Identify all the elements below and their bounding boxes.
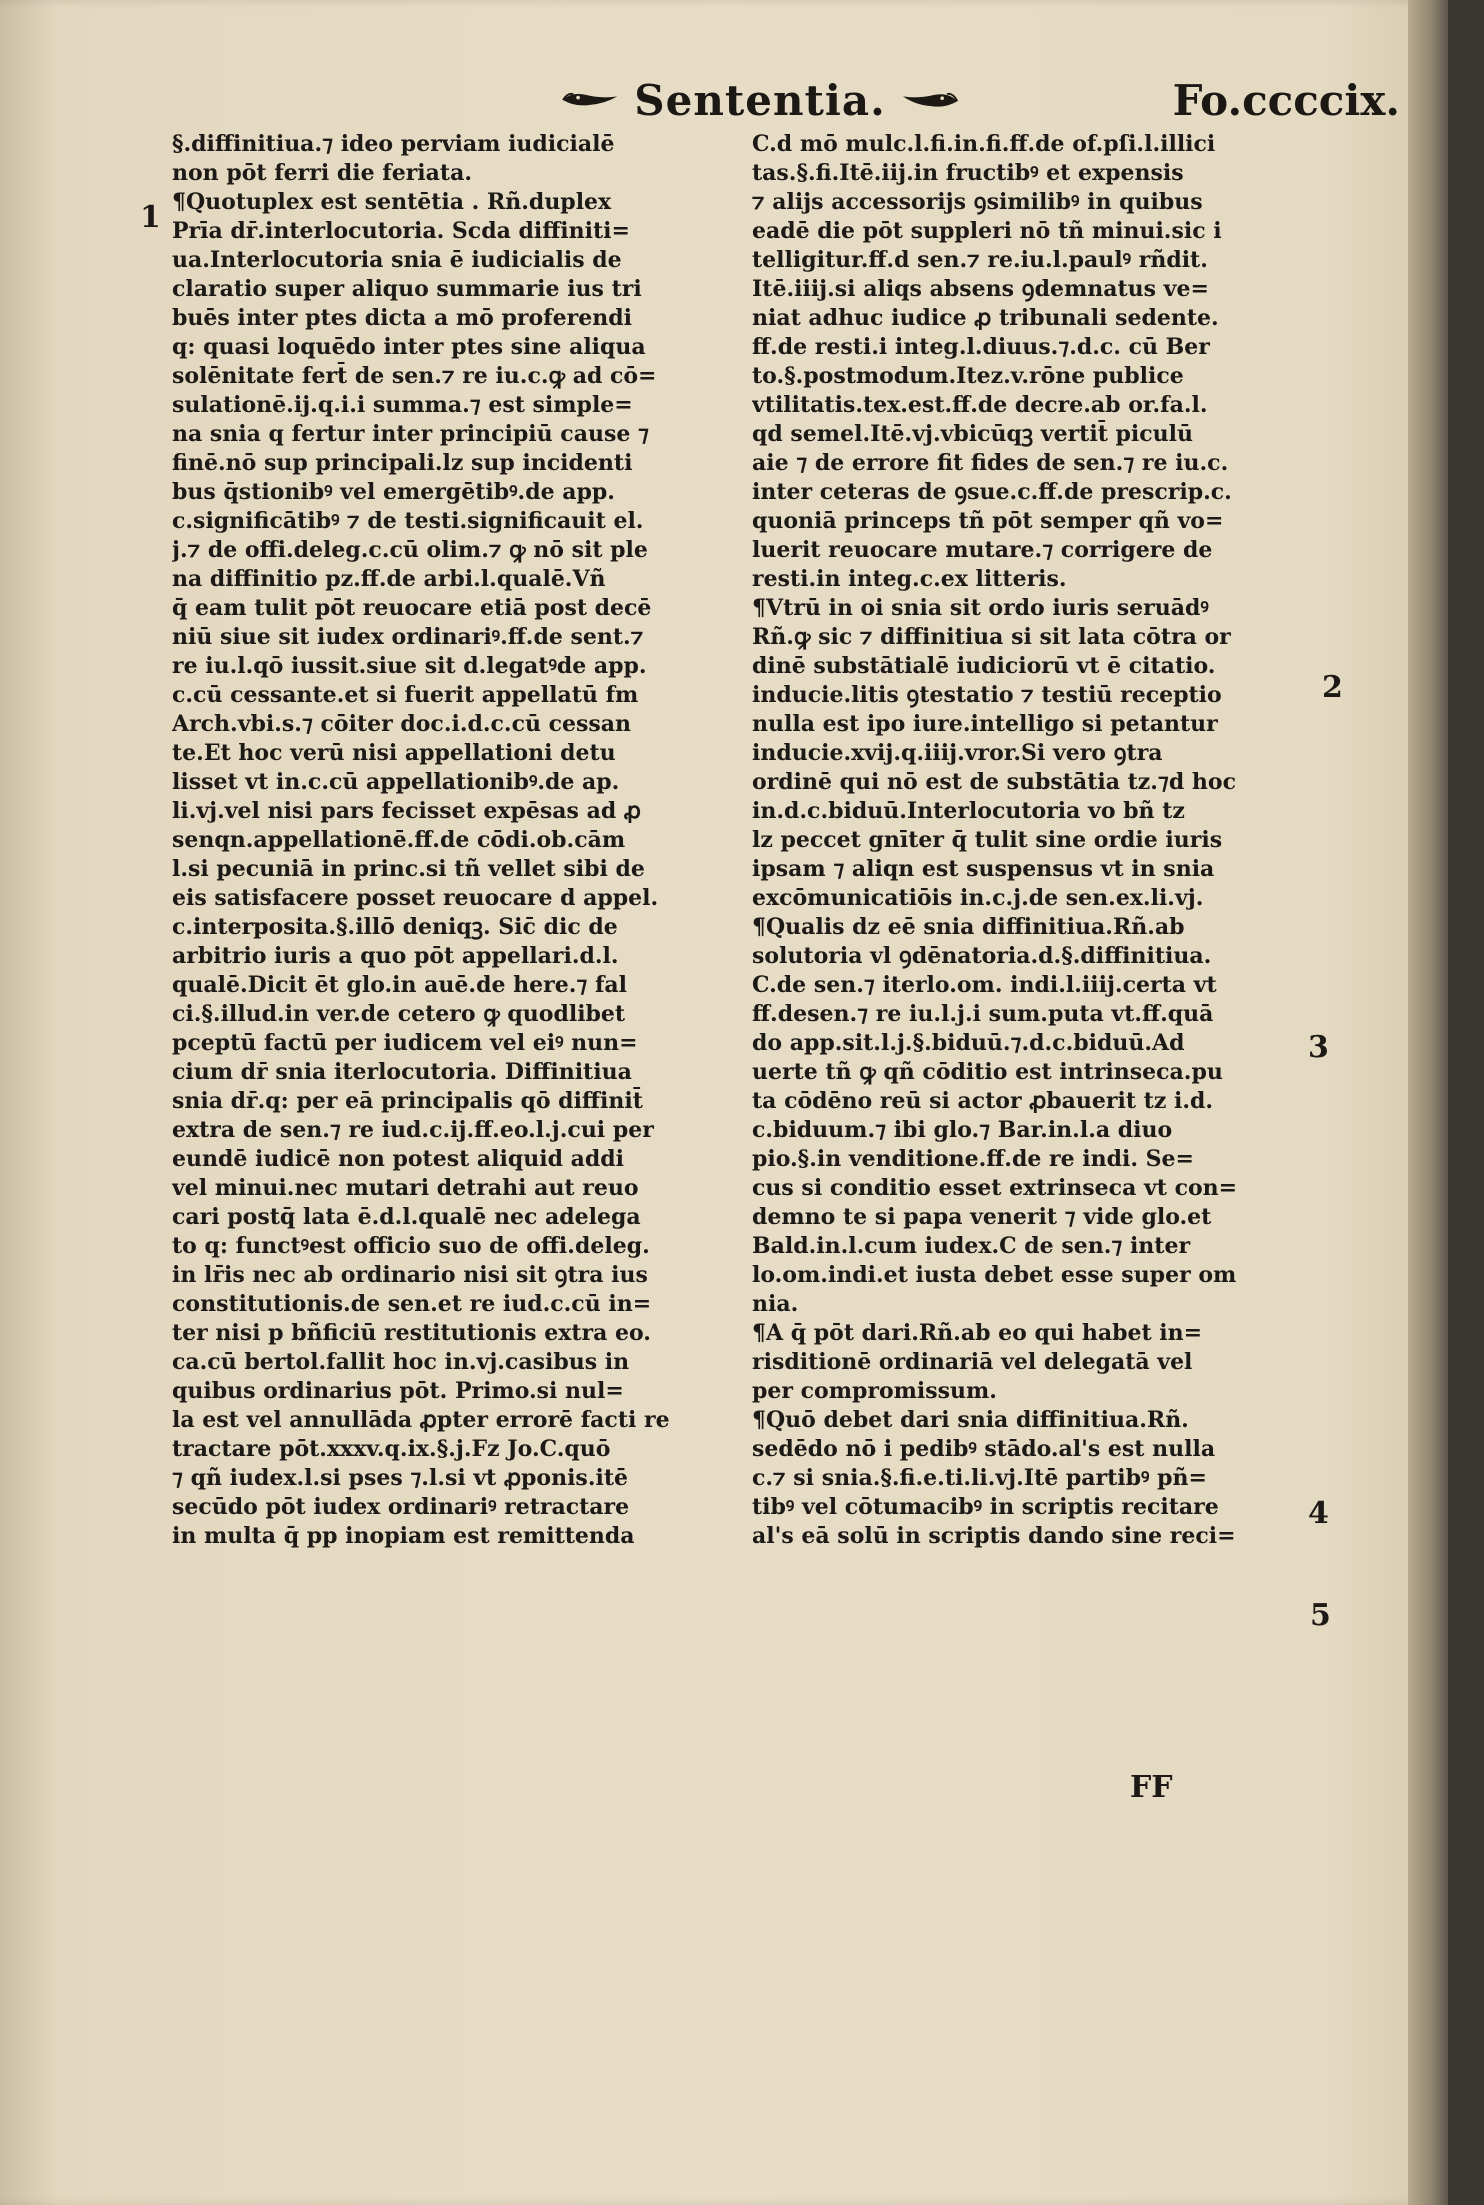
text-line: excōmunicatiōis in.c.j.de sen.ex.li.vj. — [752, 885, 1204, 911]
text-line: qualē.Dicit ēt glo.in auē.de here.⁊ fal — [172, 972, 628, 998]
text-line: j.⁊ de offi.deleg.c.cū olim.⁊ ꝙ nō sit ple — [172, 537, 648, 563]
text-line: vtilitatis.tex.est.ff.de decre.ab or.fa.l. — [752, 392, 1208, 418]
text-line: q: quasi loquēdo inter ptes sine aliqua — [172, 334, 646, 360]
text-line: al's eā solū in scriptis dando sine reci= — [752, 1523, 1236, 1549]
text-line: ¶Qualis dz eē snia diffinitiua.Rñ.ab — [752, 914, 1185, 940]
text-line: do app.sit.l.j.§.biduū.⁊.d.c.biduū.Ad — [752, 1030, 1185, 1056]
text-line: nia. — [752, 1291, 799, 1317]
text-line: cari postq̄ lata ē.d.l.qualē nec adelega — [172, 1204, 641, 1230]
text-line: snia dr̄.q: per eā principalis qō diffinit̄ — [172, 1088, 643, 1114]
margin-number-5: 5 — [1310, 1598, 1331, 1633]
text-line: eundē iudicē non potest aliquid addi — [172, 1146, 625, 1172]
text-line: c.interposita.§.illō deniqꝫ. Sic̄ dic de — [172, 914, 618, 940]
text-line: telligitur.ff.d sen.⁊ re.iu.l.paulꝰ rñdit. — [752, 247, 1208, 273]
text-line: §.diffinitiua.⁊ ideo perviam iudicialē — [172, 131, 615, 157]
text-line: tibꝰ vel cōtumacibꝰ in scriptis recitare — [752, 1494, 1219, 1520]
text-line: non pōt ferri die feriata. — [172, 160, 472, 186]
text-line: to.§.postmodum.Itez.v.rōne publice — [752, 363, 1184, 389]
text-line: luerit reuocare mutare.⁊ corrigere de — [752, 537, 1213, 563]
page-edge — [1408, 0, 1448, 2205]
text-line: secūdo pōt iudex ordinariꝰ retractare — [172, 1494, 630, 1520]
text-line: buēs inter ptes dicta a mō proferendi — [172, 305, 632, 331]
text-line: resti.in integ.c.ex litteris. — [752, 566, 1067, 592]
text-line: Bald.in.l.cum iudex.C de sen.⁊ inter — [752, 1233, 1191, 1259]
text-line: Arch.vbi.s.⁊ cōiter doc.i.d.c.cū cessan — [172, 711, 632, 737]
text-line: C.de sen.⁊ iterlo.om. indi.l.iiij.certa vt — [752, 972, 1217, 998]
text-line: constitutionis.de sen.et re iud.c.cū in= — [172, 1291, 652, 1317]
text-line: senqn.appellationē.ff.de cōdi.ob.cām — [172, 827, 626, 853]
fish-ornament-left-icon — [560, 80, 620, 120]
running-title-text: Sententia. — [634, 75, 886, 125]
text-line: cus si conditio esset extrinseca vt con= — [752, 1175, 1238, 1201]
text-line: inter ceteras de ꝯsue.c.ff.de prescrip.c. — [752, 479, 1232, 505]
signature-mark: FF — [1130, 1770, 1173, 1805]
text-line: claratio super aliquo summarie ius tri — [172, 276, 642, 302]
text-line: sulationē.ij.q.i.i summa.⁊ est simple= — [172, 392, 633, 418]
text-line: c.biduum.⁊ ibi glo.⁊ Bar.in.l.a diuo — [752, 1117, 1173, 1143]
text-line: lo.om.indi.et iusta debet esse super om — [752, 1262, 1237, 1288]
text-line: sedēdo nō i pedibꝰ stādo.al's est nulla — [752, 1436, 1216, 1462]
text-line: ta cōdēno reū si actor ꝓbauerit tz i.d. — [752, 1088, 1214, 1114]
text-line: li.vj.vel nisi pars fecisset expēsas ad ꝓ — [172, 798, 641, 824]
text-line: ¶Vtrū in oi snia sit ordo iuris seruādꝰ — [752, 595, 1209, 621]
text-line: ff.de resti.i integ.l.diuus.⁊.d.c. cū Ber — [752, 334, 1210, 360]
text-line: solutoria vl ꝯdēnatoria.d.§.diffinitiua. — [752, 943, 1212, 969]
text-line: ⁊ alijs accessorijs ꝯsimilibꝰ in quibus — [752, 189, 1203, 215]
text-line: lz peccet gnīter q̄ tulit sine ordie iuris — [752, 827, 1223, 853]
text-line: dinē substātialē iudiciorū vt ē citatio. — [752, 653, 1216, 679]
text-line: niat adhuc iudice ꝓ tribunali sedente. — [752, 305, 1219, 331]
text-line: c.cū cessante.et si fuerit appellatū fm — [172, 682, 639, 708]
text-line: la est vel annullāda ꝓpter errorē facti re — [172, 1407, 670, 1433]
text-line: per compromissum. — [752, 1378, 997, 1404]
text-line: aie ⁊ de errore fit fides de sen.⁊ re iu.c. — [752, 450, 1229, 476]
text-line: vel minui.nec mutari detrahi aut reuo — [172, 1175, 639, 1201]
text-line: qd semel.Itē.vj.vbicūqꝫ vertit̄ piculū — [752, 421, 1194, 447]
text-line: cium dr̄ snia iterlocutoria. Diffinitiua — [172, 1059, 632, 1085]
text-line: bus q̄stionibꝰ vel emergētibꝰ.de app. — [172, 479, 615, 505]
margin-number-2: 2 — [1322, 670, 1343, 705]
margin-number-1: 1 — [140, 200, 161, 235]
text-line: ua.Interlocutoria snia ē iudicialis de — [172, 247, 622, 273]
text-line: niū siue sit iudex ordinariꝰ.ff.de sent.⁊ — [172, 624, 644, 650]
left-text-column — [172, 130, 732, 1551]
text-line: na diffinitio pz.ff.de arbi.l.qualē.Vñ — [172, 566, 606, 592]
folio-number: Fo.ccccix. — [1172, 76, 1400, 125]
text-line: ¶Quotuplex est sentētia . Rñ.duplex — [172, 189, 612, 215]
text-line: te.Et hoc verū nisi appellationi detu — [172, 740, 616, 766]
text-line: c.⁊ si snia.§.fi.e.ti.li.vj.Itē partibꝰ pñ= — [752, 1465, 1207, 1491]
margin-number-4: 4 — [1308, 1496, 1329, 1531]
text-line: q̄ eam tulit pōt reuocare etiā post decē — [172, 595, 652, 621]
text-line: quibus ordinarius pōt. Primo.si nul= — [172, 1378, 624, 1404]
margin-number-3: 3 — [1308, 1030, 1329, 1065]
text-line: in.d.c.biduū.Interlocutoria vo bñ tz — [752, 798, 1185, 824]
text-line: eadē die pōt suppleri nō tñ minui.sic i — [752, 218, 1222, 244]
text-line: finē.nō sup principali.lz sup incidenti — [172, 450, 633, 476]
text-line: uerte tñ ꝙ qñ cōditio est intrinseca.pu — [752, 1059, 1223, 1085]
text-line: quoniā princeps tñ pōt semper qñ vo= — [752, 508, 1224, 534]
text-line: eis satisfacere posset reuocare d appel. — [172, 885, 659, 911]
text-line: in multa q̄ pp inopiam est remittenda — [172, 1523, 635, 1549]
text-line: nulla est ipo iure.intelligo si petantur — [752, 711, 1218, 737]
fish-ornament-right-icon — [900, 80, 960, 120]
text-line: to q: functꝰest officio suo de offi.deleg. — [172, 1233, 650, 1259]
text-line: ¶Quō debet dari snia diffinitiua.Rñ. — [752, 1407, 1189, 1433]
text-line: tractare pōt.xxxv.q.ix.§.j.Fz Jo.C.quō — [172, 1436, 611, 1462]
text-line: lisset vt in.c.cū appellationibꝰ.de ap. — [172, 769, 620, 795]
text-line: inducie.xvij.q.iiij.vror.Si vero ꝯtra — [752, 740, 1163, 766]
text-line: ipsam ⁊ aliqn est suspensus vt in snia — [752, 856, 1215, 882]
text-line: ¶A q̄ pōt dari.Rñ.ab eo qui habet in= — [752, 1320, 1203, 1346]
text-line: demno te si papa venerit ⁊ vide glo.et — [752, 1204, 1212, 1230]
text-line: re iu.l.qō iussit.siue sit d.legatꝰde app. — [172, 653, 647, 679]
right-text-column — [752, 130, 1312, 1551]
text-line: l.si pecuniā in princ.si tñ vellet sibi de — [172, 856, 645, 882]
running-title — [560, 70, 960, 130]
text-line: inducie.litis ꝯtestatio ⁊ testiū receptio — [752, 682, 1222, 708]
text-line: ordinē qui nō est de substātia tz.⁊d hoc — [752, 769, 1236, 795]
text-line: tas.§.fi.Itē.iij.in fructibꝰ et expensis — [752, 160, 1184, 186]
text-line: ⁊ qñ iudex.l.si pses ⁊.l.si vt ꝓponis.itē — [172, 1465, 628, 1491]
text-line: pio.§.in venditione.ff.de re indi. Se= — [752, 1146, 1194, 1172]
text-line: arbitrio iuris a quo pōt appellari.d.l. — [172, 943, 619, 969]
text-line: ci.§.illud.in ver.de cetero ꝙ quodlibet — [172, 1001, 626, 1027]
text-line: na snia q fertur inter principiū cause ⁊ — [172, 421, 649, 447]
text-line: ter nisi p bñficiū restitutionis extra eo. — [172, 1320, 651, 1346]
text-line: Itē.iiij.si aliqs absens ꝯdemnatus ve= — [752, 276, 1209, 302]
text-line: Rñ.ꝙ sic ⁊ diffinitiua si sit lata cōtra or — [752, 624, 1231, 650]
text-line: pceptū factū per iudicem vel eiꝰ nun= — [172, 1030, 638, 1056]
text-line: C.d mō mulc.l.fi.in.fi.ff.de of.pſi.l.illici — [752, 131, 1216, 157]
text-line: Prīa dr̄.interlocutoria. Scda diffiniti= — [172, 218, 630, 244]
text-line: c.significātibꝰ ⁊ de testi.significauit el. — [172, 508, 644, 534]
text-line: in lr̄is nec ab ordinario nisi sit ꝯtra ius — [172, 1262, 648, 1288]
text-line: risditionē ordinariā vel delegatā vel — [752, 1349, 1193, 1375]
text-line: ff.desen.⁊ re iu.l.j.i sum.puta vt.ff.quā — [752, 1001, 1214, 1027]
text-line: ca.cū bertol.fallit hoc in.vj.casibus in — [172, 1349, 630, 1375]
text-line: solēnitate fert̄ de sen.⁊ re iu.c.ꝙ ad cō= — [172, 363, 657, 389]
text-line: extra de sen.⁊ re iud.c.ij.ff.eo.l.j.cui per — [172, 1117, 654, 1143]
